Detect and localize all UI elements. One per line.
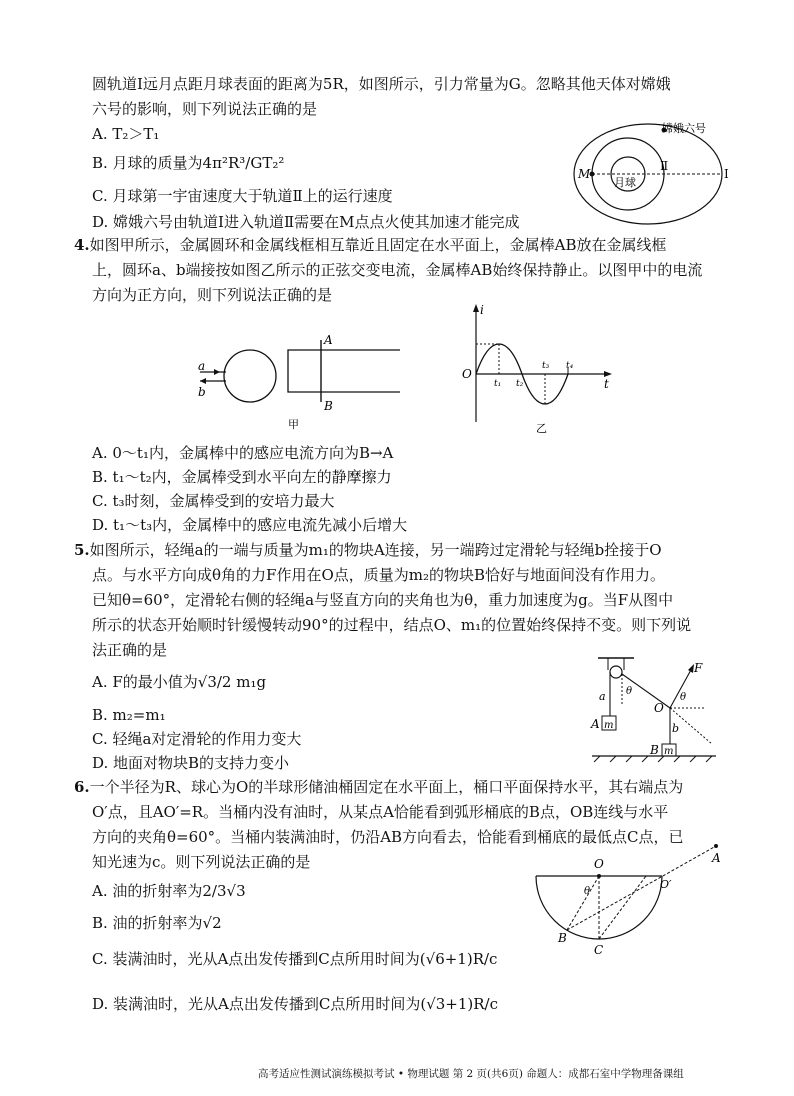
label-t2: t₂: [516, 379, 524, 389]
q5-stem-line-4: 所示的状态开始顺时针缓慢转动90°的过程中，结点O、m₁的位置始终保持不变。则下列说: [92, 616, 692, 634]
q5-stem-line-5: 法正确的是: [92, 641, 168, 659]
label-A: A: [712, 851, 721, 865]
label-B: B: [558, 931, 567, 945]
q5-figure: [586, 652, 722, 764]
q3-option-b: B. 月球的质量为4π²R³/GT₂²: [92, 154, 285, 172]
label-C: C: [594, 943, 604, 957]
label-probe: 嫦娥六号: [662, 122, 706, 135]
q6-stem-line-2: O′点，且AO′=R。当桶内没有油时，从某点A恰能看到弧形桶底的B点，OB连线与水平: [92, 803, 669, 821]
label-t1: t₁: [494, 379, 502, 389]
q3-option-c: C. 月球第一宇宙速度大于轨道Ⅱ上的运行速度: [92, 187, 393, 205]
label-F: F: [694, 661, 703, 675]
page-footer: 高考适应性测试演练模拟考试 • 物理试题 第 2 页(共6页) 命题人：成都石室中学物理备课组: [258, 1068, 684, 1080]
q5-stem-line-3: 已知θ=60°，定滑轮右侧的轻绳a与竖直方向的夹角也为θ，重力加速度为g。当F从图中: [92, 591, 674, 609]
q3-orbit-figure: [570, 118, 730, 230]
q5-option-b: B. m₂=m₁: [92, 706, 166, 724]
label-i: i: [480, 303, 484, 317]
label-rope-b: b: [672, 722, 680, 735]
q3-stem-line-2: 六号的影响，则下列说法正确的是: [92, 100, 318, 118]
q6-stem-line-1: 6.一个半径为R、球心为O的半球形储油桶固定在水平面上，桶口平面保持水平，其右端点为: [74, 778, 684, 796]
q6-stem-line-4: 知光速为c。则下列说法正确的是: [92, 853, 311, 871]
q5-option-c: C. 轻绳a对定滑轮的作用力变大: [92, 730, 302, 748]
label-Oprime: O′: [660, 878, 672, 891]
q3-option-a: A. T₂＞T₁: [92, 125, 160, 143]
label-m-B: m: [664, 746, 674, 757]
label-A: A: [591, 717, 600, 731]
q4-option-c: C. t₃时刻，金属棒受到的安培力最大: [92, 492, 335, 510]
q4-option-d: D. t₁～t₃内，金属棒中的感应电流先减小后增大: [92, 516, 408, 534]
q6-stem-line-3: 方向的夹角θ=60°。当桶内装满油时，仍沿AB方向看去，恰能看到桶底的最低点C点，已: [92, 828, 684, 846]
q5-option-a: A. F的最小值为√3/2 m₁g: [92, 673, 267, 691]
q6-number: 6.: [74, 778, 90, 796]
label-O: O: [654, 701, 664, 715]
label-m-A: m: [604, 720, 614, 731]
label-O: O: [462, 367, 472, 381]
q6-option-d: D. 装满油时，光从A点出发传播到C点所用时间为(√3+1)R/c: [92, 995, 499, 1013]
q4-figure-jia: [190, 326, 410, 438]
label-O: O: [594, 857, 604, 871]
caption-yi: 乙: [536, 422, 547, 435]
label-t4: t₄: [566, 361, 574, 371]
q6-option-b: B. 油的折射率为√2: [92, 914, 222, 932]
q4-option-a: A. 0～t₁内，金属棒中的感应电流方向为B→A: [92, 444, 394, 462]
label-theta-2: θ: [680, 692, 687, 703]
q6-figure: [526, 838, 730, 962]
label-orbit2: Ⅱ: [660, 159, 669, 173]
q4-stem-line-3: 方向为正方向，则下列说法正确的是: [92, 286, 333, 304]
label-A: A: [324, 333, 333, 347]
caption-jia: 甲: [288, 418, 299, 431]
q4-stem-line-2: 上，圆环a、b端接按如图乙所示的正弦交变电流，金属棒AB始终保持静止。以图甲中的电流: [92, 261, 703, 279]
q5-stem-line-2: 点。与水平方向成θ角的力F作用在O点，质量为m₂的物块B恰好与地面间没有作用力。: [92, 566, 665, 584]
label-orbit1: Ⅰ: [724, 167, 729, 181]
q3-stem-line-1: 圆轨道Ⅰ远月点距月球表面的距离为5R，如图所示，引力常量为G。忽略其他天体对嫦娥: [92, 75, 671, 93]
q4-stem-line-1: 4.如图甲所示，金属圆环和金属线框相互靠近且固定在水平面上，金属棒AB放在金属线框: [74, 236, 667, 254]
label-theta: θ: [584, 886, 591, 897]
label-t: t: [604, 377, 609, 391]
label-rope-a: a: [599, 690, 606, 703]
q3-option-d: D. 嫦娥六号由轨道Ⅰ进入轨道Ⅱ需要在M点点火使其加速才能完成: [92, 213, 520, 231]
label-a: a: [198, 359, 206, 373]
label-B: B: [650, 743, 659, 757]
q6-option-c: C. 装满油时，光从A点出发传播到C点所用时间为(√6+1)R/c: [92, 950, 498, 968]
label-t3: t₃: [542, 361, 550, 371]
q4-number: 4.: [74, 236, 90, 254]
label-theta-1: θ: [626, 686, 633, 697]
label-m: M: [578, 167, 591, 181]
label-moon: 月球: [614, 176, 636, 189]
q5-option-d: D. 地面对物块B的支持力变小: [92, 754, 290, 772]
label-b: b: [198, 385, 206, 399]
q5-number: 5.: [74, 541, 90, 559]
q6-option-a: A. 油的折射率为2/3√3: [92, 882, 246, 900]
q4-option-b: B. t₁～t₂内，金属棒受到水平向左的静摩擦力: [92, 468, 392, 486]
q5-stem-line-1: 5.如图所示，轻绳a的一端与质量为m₁的物块A连接，另一端跨过定滑轮与轻绳b拴接于O: [74, 541, 662, 559]
q4-figure-yi: [456, 302, 616, 438]
label-B: B: [324, 399, 333, 413]
